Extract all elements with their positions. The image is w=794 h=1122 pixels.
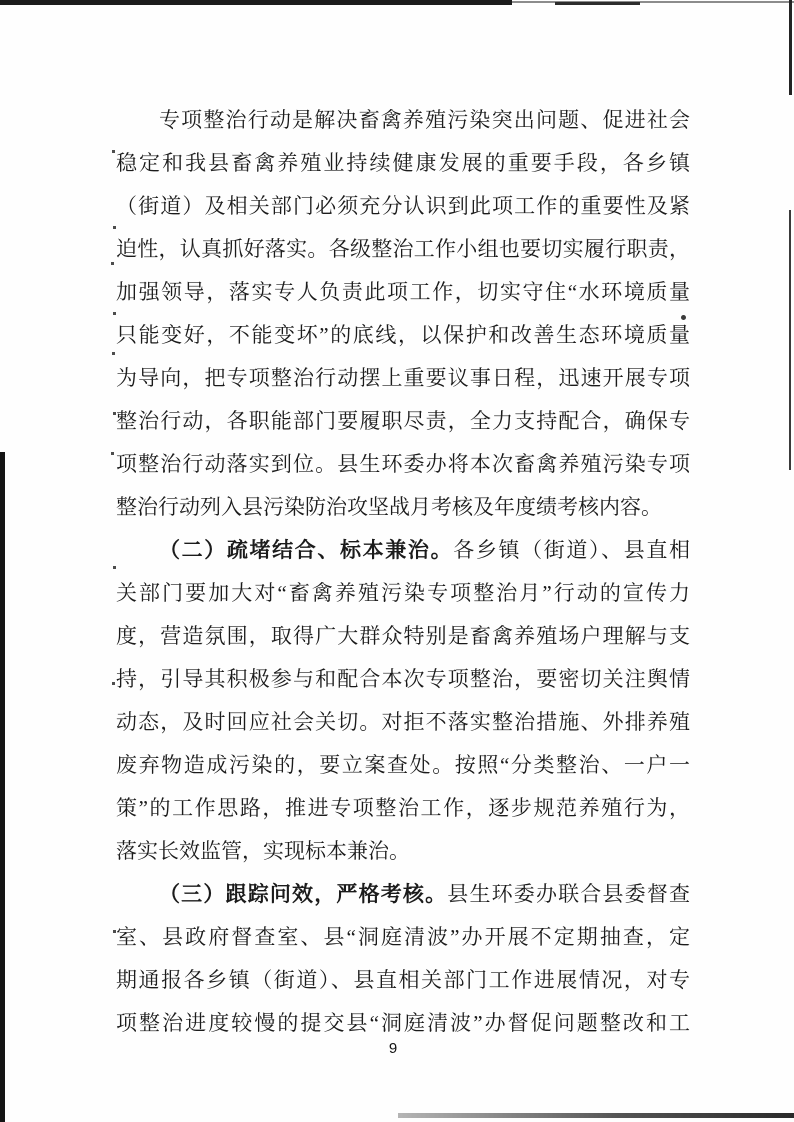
section-heading-line: [116, 529, 690, 572]
scan-artifact-bottom-line: [398, 1113, 794, 1118]
body-line: 室、县政府督查室、县“洞庭清波”办开展不定期抽查，定: [116, 925, 690, 949]
scan-artifact-right-edge-line: [789, 0, 792, 95]
body-line: 关部门要加大对“畜禽养殖污染专项整治月”行动的宣传力: [116, 581, 690, 605]
scan-artifact-speck: [111, 452, 114, 455]
scan-artifact-speck: [112, 352, 115, 355]
scan-artifact-top-line-thick: [0, 0, 512, 5]
scan-artifact-speck: [112, 682, 115, 685]
body-line: 落实长效监管，实现标本兼治。: [116, 839, 410, 863]
body-line: 动态，及时回应社会关切。对拒不落实整治措施、外排养殖: [116, 710, 690, 734]
body-line: 迫性，认真抓好落实。各级整治工作小组也要切实履行职责，: [116, 237, 690, 261]
scan-artifact-top-line-thin: [0, 1, 794, 3]
body-line: 策”的工作思路，推进专项整治工作，逐步规范养殖行为，: [116, 796, 690, 820]
section-heading-bold: （二）疏堵结合、标本兼治。: [159, 538, 454, 562]
body-line: 加强领导，落实专人负责此项工作，切实守住“水环境质量: [116, 280, 690, 304]
body-line: （街道）及相关部门必须充分认识到此项工作的重要性及紧: [116, 194, 690, 218]
section-heading-rest: 各乡镇（街道）、县直相: [453, 538, 690, 562]
body-line: 度，营造氛围，取得广大群众特别是畜禽养殖场户理解与支: [116, 624, 690, 648]
body-line: 只能变好，不能变坏”的底线，以保护和改善生态环境质量: [116, 323, 690, 347]
body-line: 废弃物造成污染的，要立案查处。按照“分类整治、一户一: [116, 753, 690, 777]
scan-artifact-top-dash: [555, 2, 640, 5]
body-line: 为导向，把专项整治行动摆上重要议事日程，迅速开展专项: [116, 366, 690, 390]
section-heading-bold: （三）跟踪问效，严格考核。: [159, 882, 448, 906]
body-line: 整治行动，各职能部门要履职尽责，全力支持配合，确保专: [116, 409, 690, 433]
section-heading-line: [116, 873, 690, 916]
body-line: 整治行动列入县污染防治攻坚战月考核及年度绩考核内容。: [116, 495, 662, 519]
document-body: [116, 99, 690, 1045]
body-line: 期通报各乡镇（街道）、县直相关部门工作进展情况，对专: [116, 968, 690, 992]
scan-artifact-left-edge-line: [0, 452, 5, 1122]
body-line: 项整治行动落实到位。县生环委办将本次畜禽养殖污染专项: [116, 452, 690, 476]
scan-artifact-speck: [111, 262, 114, 265]
body-line: 专项整治行动是解决畜禽养殖污染突出问题、促进社会: [159, 108, 690, 132]
body-line: 项整治进度较慢的提交县“洞庭清波”办督促问题整改和工: [116, 1011, 690, 1035]
section-heading-rest: 县生环委办联合县委督查: [447, 882, 690, 906]
page-number: 9: [388, 1040, 398, 1057]
scan-artifact-right-edge-line: [789, 210, 791, 470]
scan-artifact-speck: [112, 150, 115, 153]
body-line: 稳定和我县畜禽养殖业持续健康发展的重要手段，各乡镇: [116, 151, 690, 175]
body-line: 持，引导其积极参与和配合本次专项整治，要密切关注舆情: [116, 667, 690, 691]
